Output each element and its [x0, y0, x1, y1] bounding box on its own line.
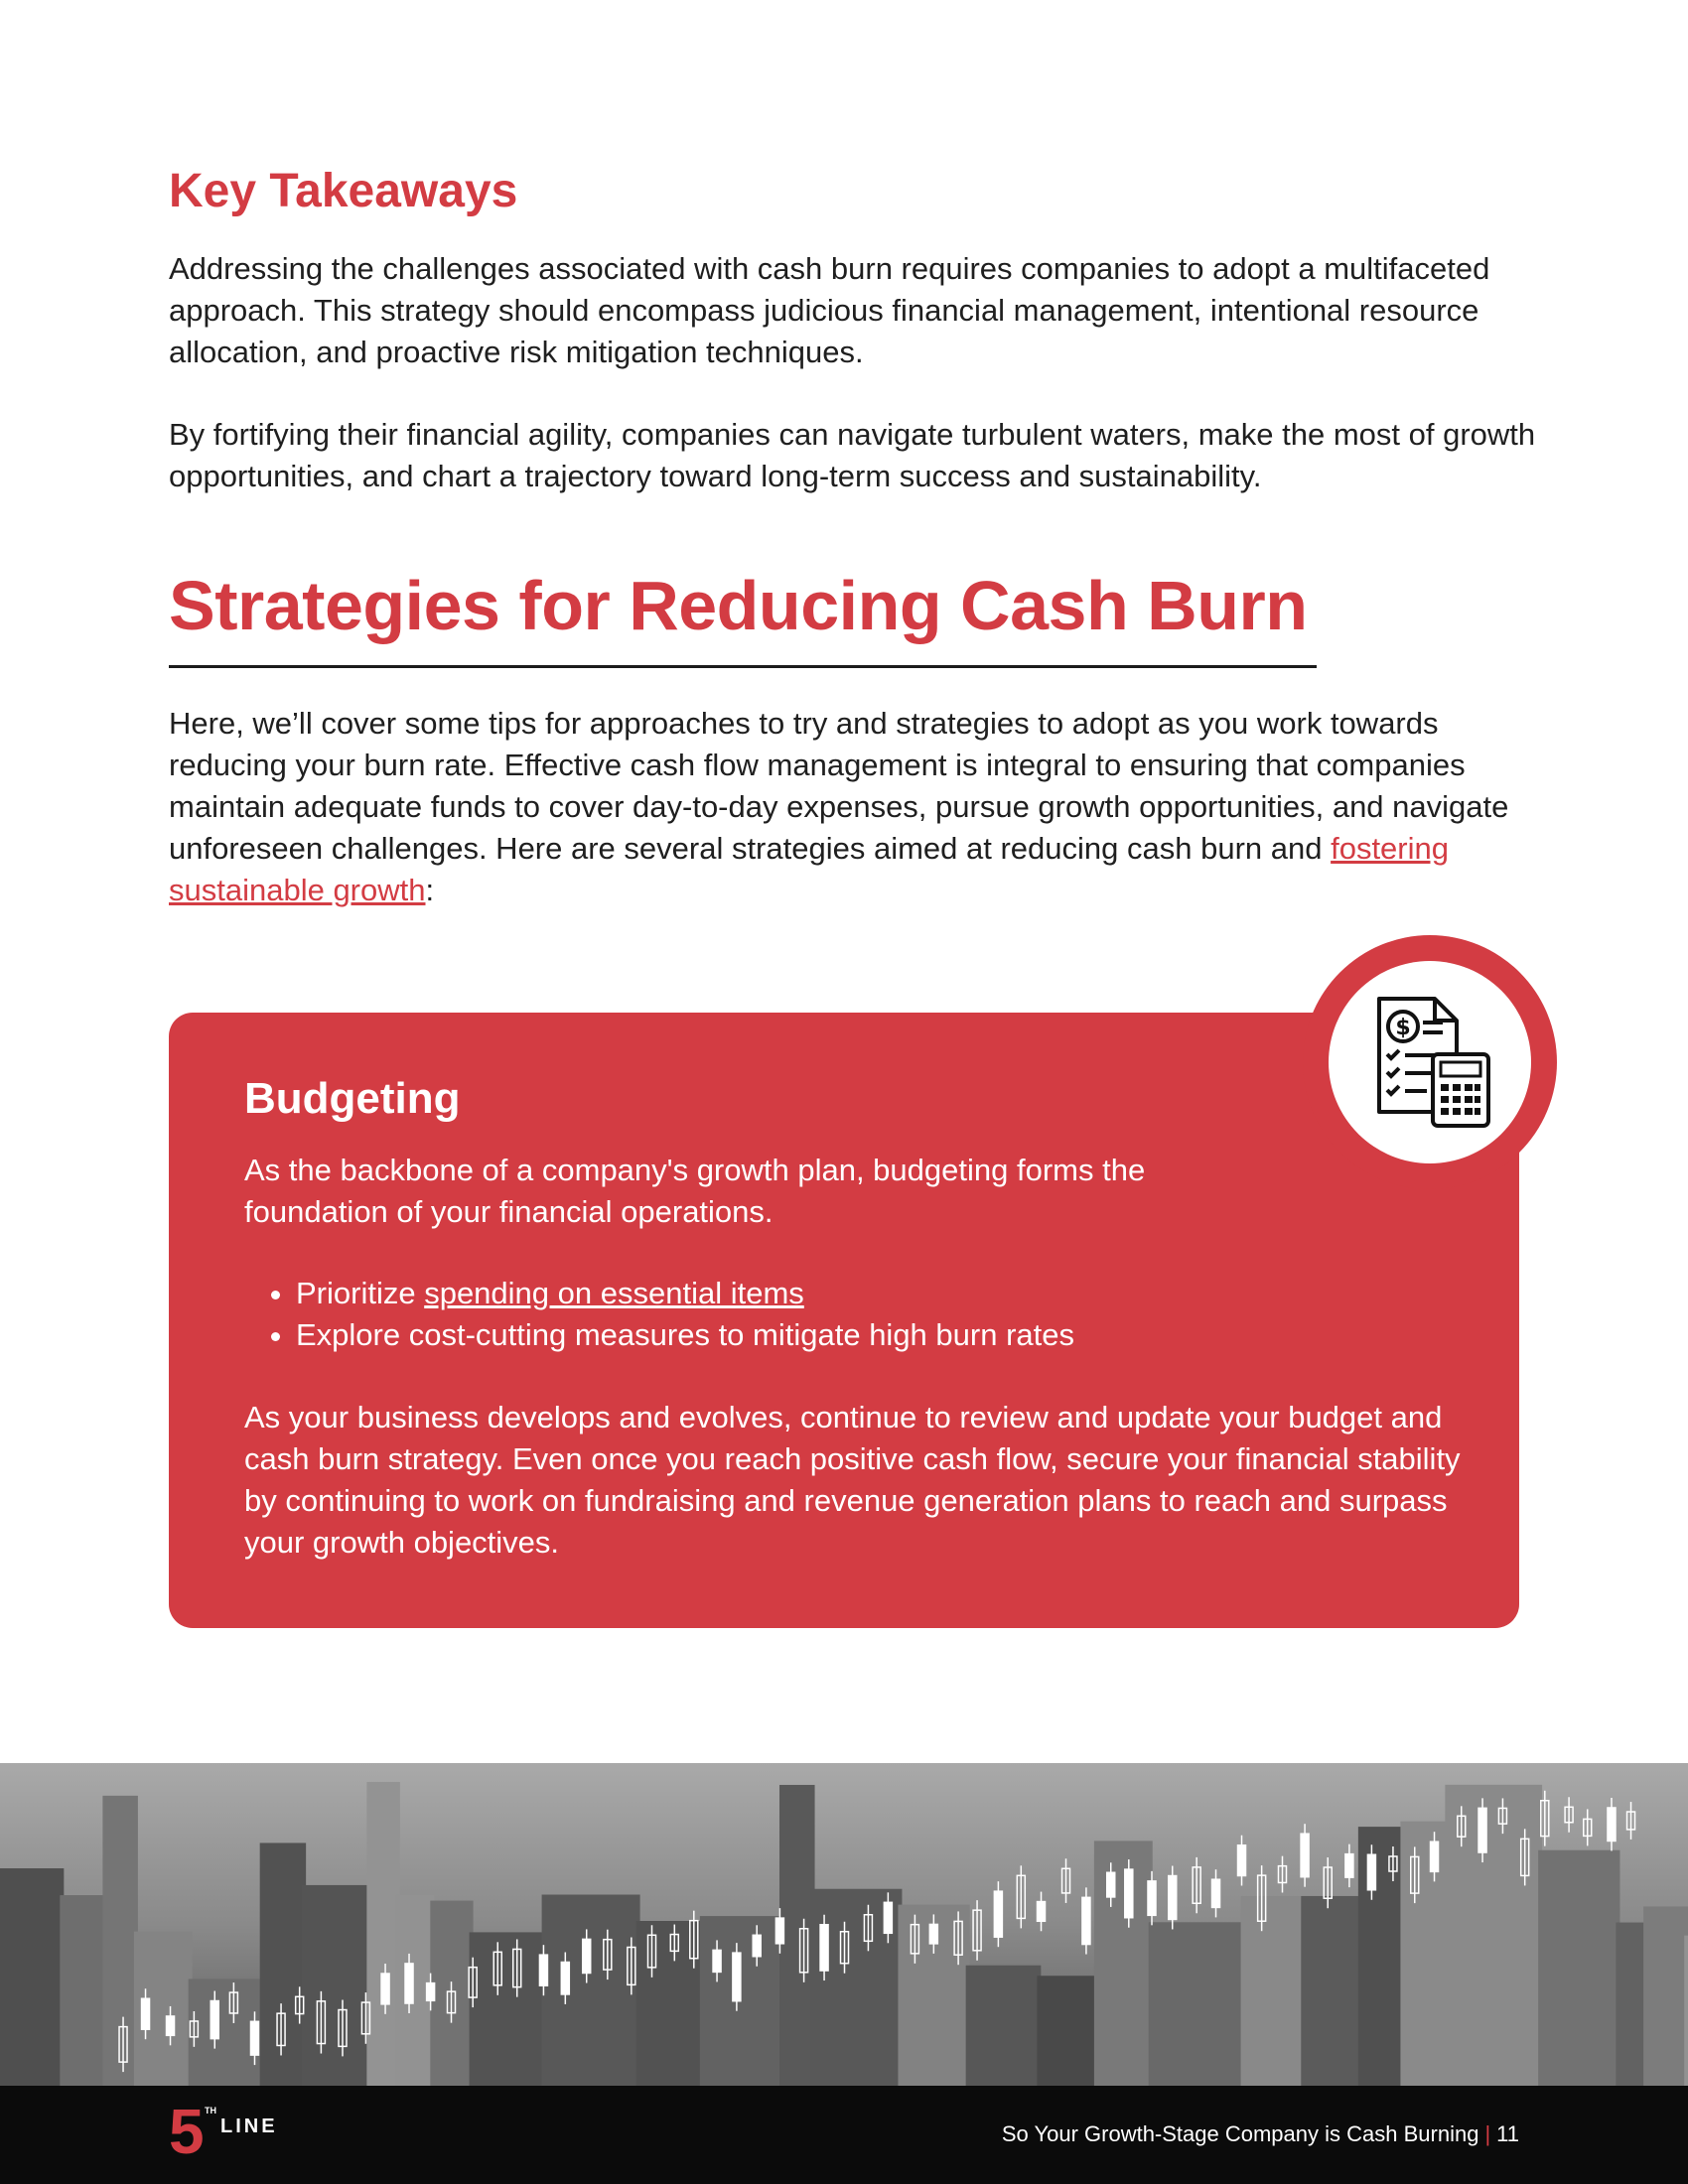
list-item [296, 1273, 1074, 1314]
budget-icon-badge [1303, 935, 1557, 1189]
skyline-building [1445, 1785, 1542, 2086]
skyline-building [1400, 1822, 1449, 2086]
section-title: Strategies for Reducing Cash Burn [169, 567, 1308, 644]
candlestick-body [775, 1918, 783, 1944]
skyline-building [1643, 1906, 1688, 2086]
budgeting-paragraph-2: As your business develops and evolves, continue to review and update your budget and cash burn strategy. Even once you reach positive cash flow, secure your financial stability by continuing to work on fundraising and revenue generation plans to reach and surpass your growth objectives. [244, 1400, 1461, 1560]
candlestick-body [1107, 1872, 1115, 1897]
logo-word: LINE [220, 2116, 278, 2137]
candlestick-body [405, 1964, 413, 2003]
candlestick-body [1169, 1876, 1177, 1920]
candlestick-body [1038, 1902, 1046, 1922]
intro-colon: : [425, 873, 435, 907]
candlestick-body [1212, 1879, 1220, 1907]
section-divider [169, 665, 1317, 668]
list-item [296, 1314, 1074, 1356]
skyline-building [302, 1885, 370, 2086]
candlestick-body [583, 1939, 591, 1973]
candlestick-body [381, 1974, 389, 2004]
skyline-building [966, 1966, 1042, 2086]
bullet-2-text: Explore cost-cutting measures to mitigate high burn rates [296, 1317, 1074, 1352]
candlestick-body [733, 1953, 741, 2001]
candlestick-body [1478, 1808, 1486, 1852]
skyline-building [260, 1843, 306, 2086]
essential-items-link[interactable]: spending on essential items [424, 1276, 804, 1310]
skyline-building [1037, 1976, 1098, 2086]
budget-icon-disc [1329, 961, 1531, 1163]
strategies-intro [169, 703, 1539, 911]
candlestick-body [929, 1924, 937, 1943]
skyline-building [1684, 1936, 1688, 2086]
candlestick-body [820, 1925, 828, 1971]
candlestick-body [167, 2016, 175, 2035]
candlestick-body [427, 1983, 435, 2001]
candlestick-body [1345, 1854, 1353, 1877]
skyline-building [1149, 1922, 1245, 2086]
skyline-building [470, 1932, 546, 2086]
budgeting-paragraph-1: As the backbone of a company's growth plan, budgeting forms the foundation of your financial operations. [244, 1153, 1146, 1229]
skyline-building [366, 1782, 400, 2086]
candlestick-body [1238, 1845, 1246, 1876]
bullet-1-prefix: Prioritize [296, 1276, 425, 1310]
skyline-building [0, 1868, 64, 2086]
budgeting-bullet-list [244, 1273, 1074, 1356]
svg-text:$: $ [1395, 1016, 1411, 1040]
logo-number: 5 [169, 2096, 205, 2167]
skyline-building [1094, 1841, 1153, 2086]
candlestick-body [250, 2021, 258, 2055]
budgeting-heading: Budgeting [244, 1074, 461, 1123]
key-takeaways-paragraph-2: By fortifying their financial agility, companies can navigate turbulent waters, make the most of growth opportunities, and chart a trajectory toward long-term success and sustainability. [169, 417, 1536, 493]
skyline-building [1538, 1850, 1619, 2086]
key-takeaways-heading: Key Takeaways [169, 165, 518, 217]
candlestick-body [1367, 1854, 1375, 1890]
candlestick-body [211, 2001, 218, 2039]
skyline-building [102, 1796, 137, 2086]
candlestick-body [561, 1963, 569, 1994]
footer-separator: | [1484, 2121, 1491, 2146]
candlestick-body [142, 1998, 150, 2029]
key-takeaways-paragraph-1: Addressing the challenges associated with cash burn requires companies to adopt a multifaceted approach. This strategy should encompass judicious financial management, intentional resource allocation, and proactive risk mitigation techniques. [169, 251, 1490, 369]
budget-calculator-icon [1365, 993, 1494, 1132]
intro-text: Here, we’ll cover some tips for approaches to try and strategies to adopt as you work towards reducing your burn rate. Effective cash flow management is integral to ensuring that companies maintain adequate funds to cover day-to-day expenses, pursue growth opportunities, and navigate unforeseen challenges. Here are several strategies aimed at reducing cash burn and [169, 706, 1509, 866]
footer-doc-title: So Your Growth-Stage Company is Cash Burning [1001, 2121, 1479, 2146]
candlestick-body [1431, 1842, 1439, 1871]
candlestick-body [1148, 1881, 1156, 1915]
skyline-building [779, 1785, 815, 2086]
page-number: 11 [1496, 2121, 1519, 2146]
candlestick-body [884, 1902, 892, 1933]
skyline-building [1301, 1896, 1362, 2086]
candlestick-body [1608, 1808, 1616, 1841]
skyline-building [542, 1894, 640, 2086]
logo-superscript: TH [205, 2106, 216, 2116]
skyline-building [1616, 1923, 1647, 2086]
skyline-building [700, 1916, 783, 2086]
candlestick-body [1125, 1869, 1133, 1918]
candlestick-body [753, 1935, 761, 1956]
fostering-growth-link[interactable]: fostering sustainable growth [169, 831, 1449, 907]
candlestick-body [539, 1955, 547, 1985]
footer-page-info [1002, 2121, 1519, 2147]
skyline-building [1241, 1896, 1306, 2086]
candlestick-body [713, 1950, 721, 1972]
skyline-building [60, 1895, 106, 2086]
candlestick-body [1082, 1897, 1090, 1944]
candlestick-body [1301, 1834, 1309, 1877]
footer [0, 2086, 1688, 2184]
candlestick-body [994, 1891, 1002, 1937]
cityscape-banner-image [0, 1763, 1688, 2086]
